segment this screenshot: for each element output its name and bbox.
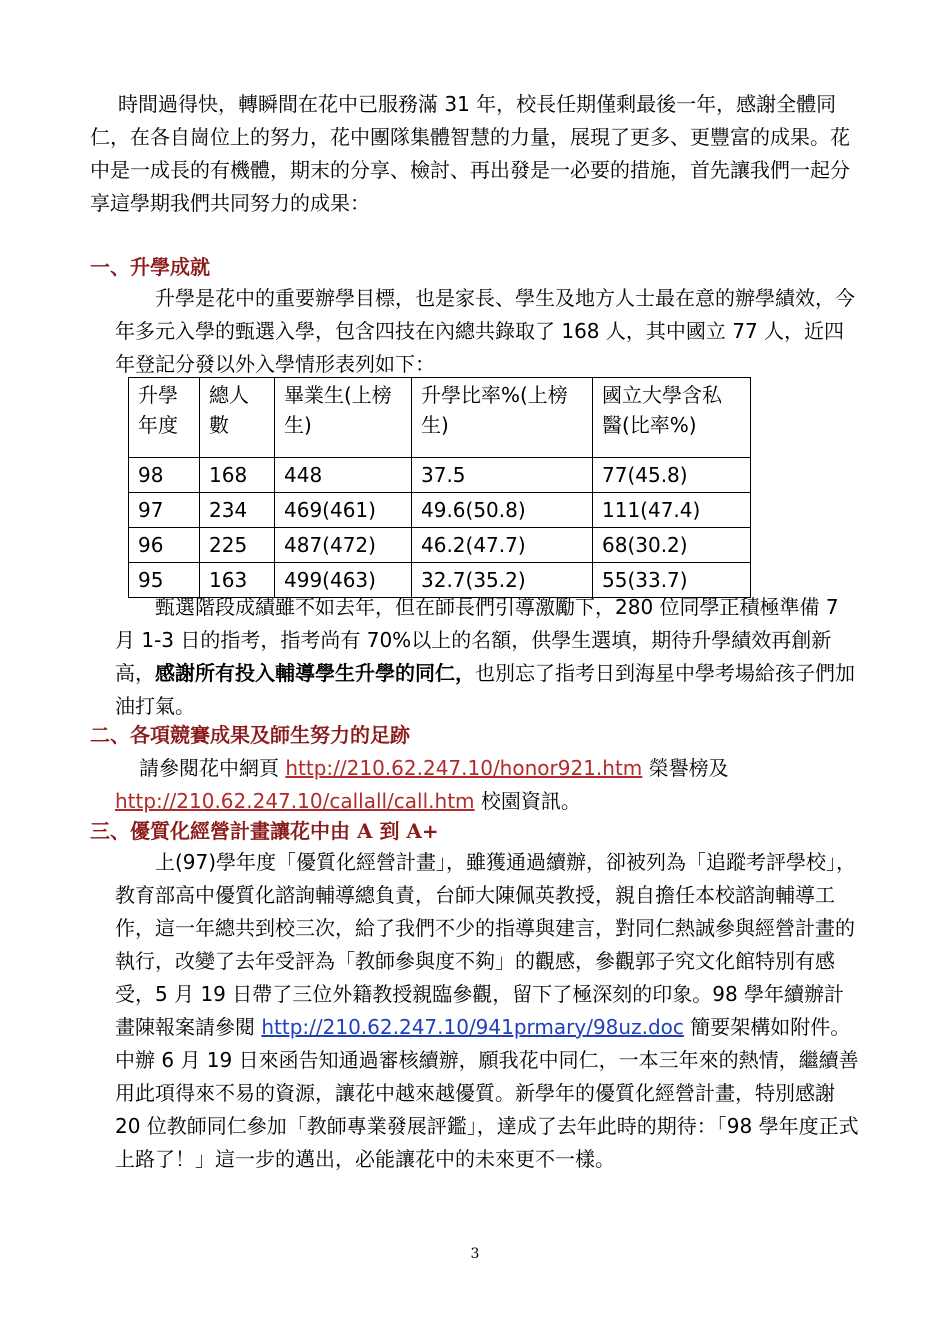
plan-document-link[interactable]: http://210.62.247.10/941prmary/98uz.doc bbox=[261, 1015, 684, 1039]
table-cell: 77(45.8) bbox=[593, 458, 751, 493]
section1-followup-paragraph bbox=[115, 591, 860, 723]
intro-paragraph: 時間過得快，轉瞬間在花中已服務滿 31 年，校長任期僅剩最後一年，感謝全體同仁，在各自崗位上的努力，花中團隊集體智慧的力量，展現了更多、更豐富的成果。花中是一成長的有機體，期末的分享、檢討、再出發是一必要的措施，首先讓我們一起分享這學期我們共同努力的成果： bbox=[90, 92, 850, 215]
section2-post-text: 校園資訊。 bbox=[474, 789, 581, 813]
table-header-cell: 畢業生(上榜生) bbox=[275, 378, 412, 458]
table-cell: 163 bbox=[200, 563, 275, 598]
table-cell: 95 bbox=[129, 563, 200, 598]
section1-heading: 一、升學成就 bbox=[90, 255, 210, 279]
table-cell: 46.2(47.7) bbox=[412, 528, 593, 563]
thanks-emphasis: 感謝所有投入輔導學生升學的同仁， bbox=[155, 661, 475, 685]
table-cell: 499(463) bbox=[275, 563, 412, 598]
table-row bbox=[129, 528, 751, 563]
table-cell: 168 bbox=[200, 458, 275, 493]
campus-info-link[interactable]: http://210.62.247.10/callall/call.htm bbox=[115, 789, 475, 813]
table-cell: 234 bbox=[200, 493, 275, 528]
table-cell: 448 bbox=[275, 458, 412, 493]
table-cell: 55(33.7) bbox=[593, 563, 751, 598]
section1-paragraph: 升學是花中的重要辦學目標，也是家長、學生及地方人士最在意的辦學績效，今年多元入學的甄選入學，包含四技在內總共錄取了 168 人，其中國立 77 人，近四年登記分發以外入學情形表列如下： bbox=[115, 286, 855, 376]
table-header-cell: 總人數 bbox=[200, 378, 275, 458]
table-cell: 98 bbox=[129, 458, 200, 493]
section2-pre-text: 請參閱花中網頁 bbox=[139, 756, 286, 780]
table-header-row bbox=[129, 378, 751, 458]
table-row bbox=[129, 493, 751, 528]
table-cell: 68(30.2) bbox=[593, 528, 751, 563]
table-header-cell: 國立大學含私醫(比率%) bbox=[593, 378, 751, 458]
section3-heading: 三、優質化經營計畫讓花中由 A 到 A+ bbox=[90, 819, 439, 843]
table-cell: 49.6(50.8) bbox=[412, 493, 593, 528]
table-header-cell: 升學年度 bbox=[129, 378, 200, 458]
table-cell: 96 bbox=[129, 528, 200, 563]
followup-text-end: 也別忘了指考日到海星中學考場給孩子們加油打氣。 bbox=[115, 661, 855, 718]
section3-text-b: 簡要架構如附件。中辦 6 月 19 日來函告知通過審核續辦，願我花中同仁，一本三年來的熱情，繼續善用此項得來不易的資源，讓花中越來越優質。新學年的優質化經營計畫，特別感謝 20 位教師同仁參加「教師專業發展評鑑」，達成了去年此時的期待：「98 學年度正式上路了！」這一步的邁出，必能讓花中的未來更不一樣。 bbox=[115, 1015, 859, 1171]
table-cell: 111(47.4) bbox=[593, 493, 751, 528]
table-row bbox=[129, 458, 751, 493]
table-header-cell: 升學比率%(上榜生) bbox=[412, 378, 593, 458]
table-cell: 469(461) bbox=[275, 493, 412, 528]
section3-paragraph bbox=[115, 846, 860, 1176]
honor-page-link[interactable]: http://210.62.247.10/honor921.htm bbox=[285, 756, 643, 780]
table-cell: 487(472) bbox=[275, 528, 412, 563]
table-cell: 32.7(35.2) bbox=[412, 563, 593, 598]
section2-mid-text: 榮譽榜及 bbox=[642, 756, 729, 780]
section2-heading: 二、各項競賽成果及師生努力的足跡 bbox=[90, 723, 410, 747]
page-number: 3 bbox=[470, 1246, 480, 1262]
followup-text: 甄選階段成績雖不如去年，但在師長們引導激勵下，280 位同學正積極準備 7 月 1-3 日的指考，指考尚有 70%以上的名額，供學生選填，期待升學績效再創新高， bbox=[115, 595, 839, 685]
table-cell: 225 bbox=[200, 528, 275, 563]
section3-text-a: 上(97)學年度「優質化經營計畫」，雖獲通過續辦，卻被列為「追蹤考評學校」，教育部高中優質化諮詢輔導總負責，台師大陳佩英教授，親自擔任本校諮詢輔導工作，這一年總共到校三次，給了我們不少的指導與建言，對同仁熱誠參與經營計畫的執行，改變了去年受評為「教師參與度不夠」的觀感，參觀郭子究文化館特別有感受，5 月 19 日帶了三位外籍教授親臨參觀，留下了極深刻的印象。98 學年續辦計畫陳報案請參閱 bbox=[115, 850, 857, 1039]
table-cell: 97 bbox=[129, 493, 200, 528]
enrollment-table bbox=[128, 377, 751, 598]
table-cell: 37.5 bbox=[412, 458, 593, 493]
section2-paragraph bbox=[115, 752, 860, 818]
